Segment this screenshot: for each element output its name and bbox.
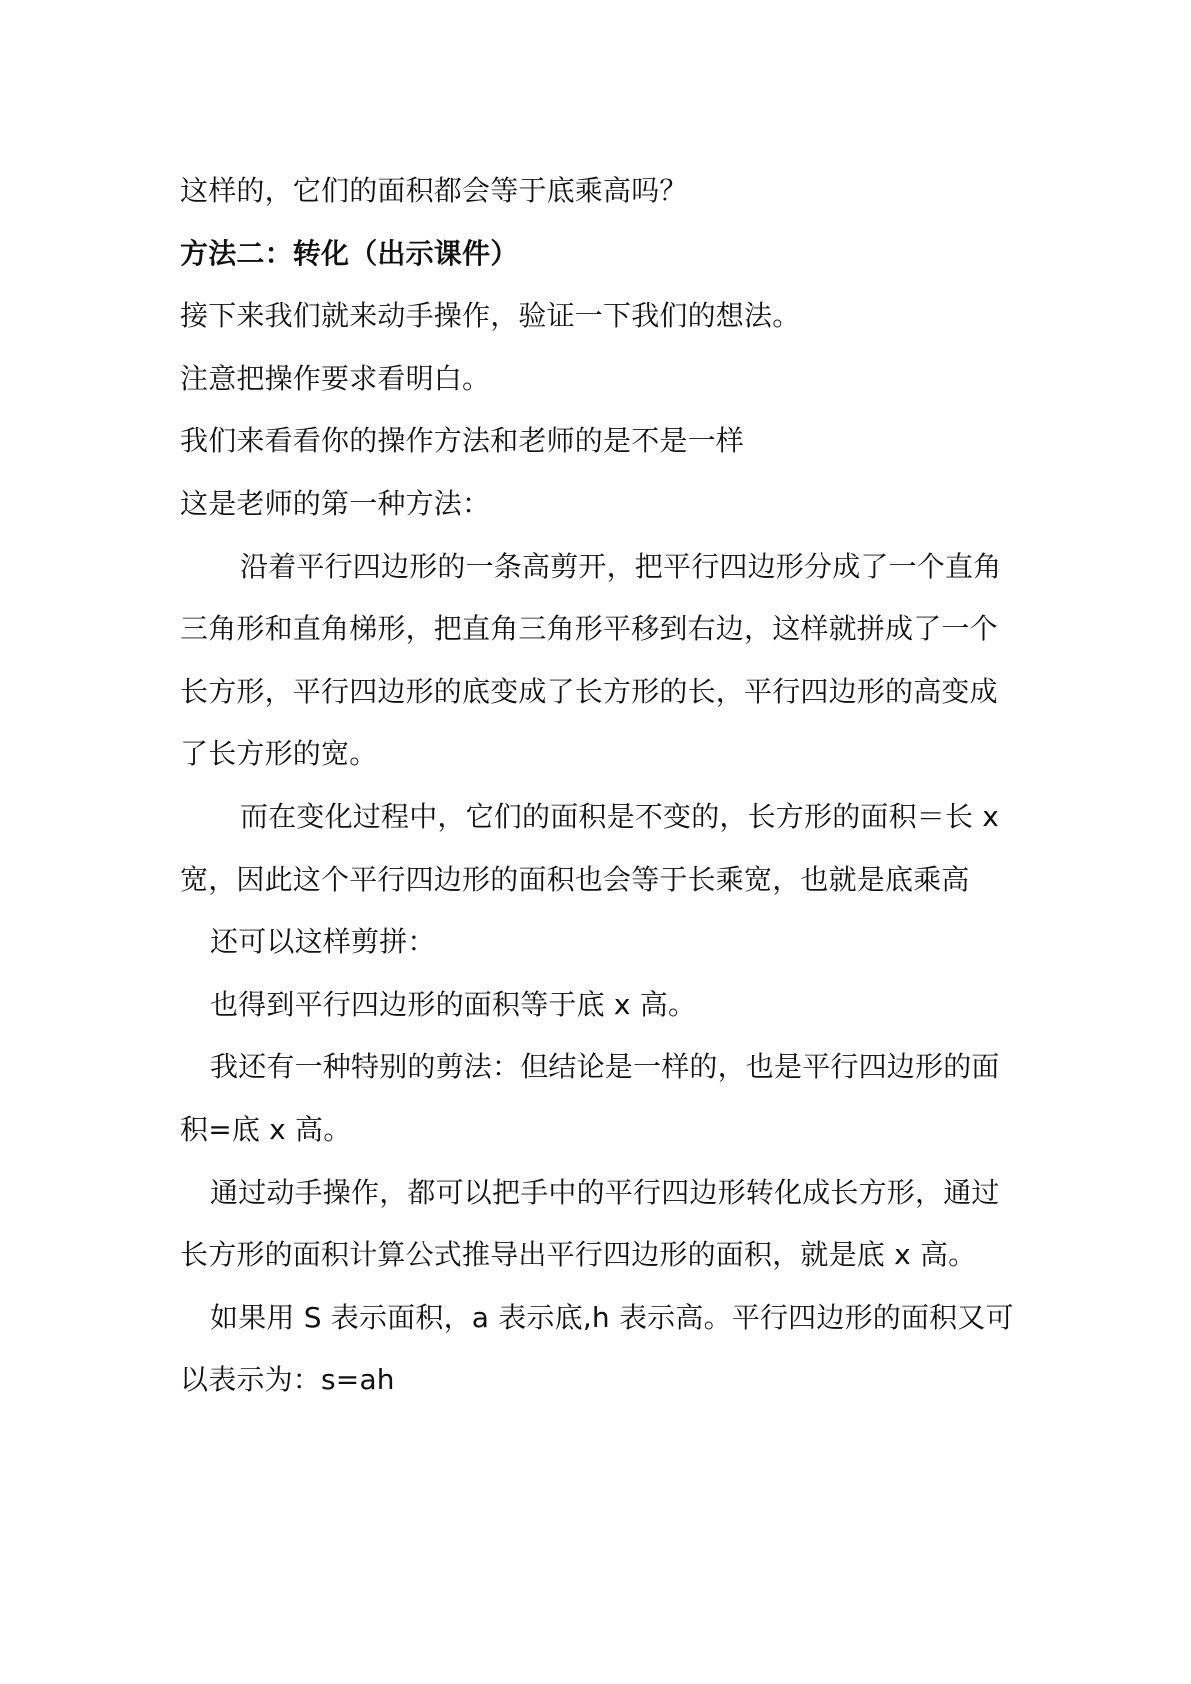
paragraph-compare: 我们来看看你的操作方法和老师的是不是一样 [180,424,745,458]
paragraph-hands-on: 接下来我们就来动手操作，验证一下我们的想法。 [180,299,801,333]
document-body [180,160,1020,1412]
section-heading-method-two: 方法二：转化（出示课件） [180,236,519,270]
paragraph-conclusion: 通过动手操作，都可以把手中的平行四边形转化成长方形，通过长方形的面积计算公式推导出平行四边形的面积，就是底 x 高。 [180,1175,1000,1272]
paragraph-question: 这样的，它们的面积都会等于底乘高吗？ [180,174,688,207]
paragraph-requirements: 注意把操作要求看明白。 [180,361,491,395]
paragraph-cut-and-move: 沿着平行四边形的一条高剪开，把平行四边形分成了一个直角三角形和直角梯形，把直角三角形平移到右边，这样就拼成了一个长方形，平行四边形的底变成了长方形的长，平行四边形的高变成了长方形的宽。 [180,549,1002,771]
paragraph-special-cut: 我还有一种特别的剪法：但结论是一样的，也是平行四边形的面积=底 x 高。 [180,1050,1000,1146]
paragraph-another-cut: 还可以这样剪拼： [210,925,436,959]
paragraph-first-method: 这是老师的第一种方法： [180,486,491,520]
paragraph-area-unchanged: 而在变化过程中，它们的面积是不变的，长方形的面积＝长 x 宽，因此这个平行四边形的面积也会等于长乘宽，也就是底乘高 [180,799,1009,896]
paragraph-formula: 如果用 S 表示面积，a 表示底,h 表示高。平行四边形的面积又可以表示为：s=ah [180,1300,1014,1397]
paragraph-result-base-height: 也得到平行四边形的面积等于底 x 高。 [210,987,697,1021]
